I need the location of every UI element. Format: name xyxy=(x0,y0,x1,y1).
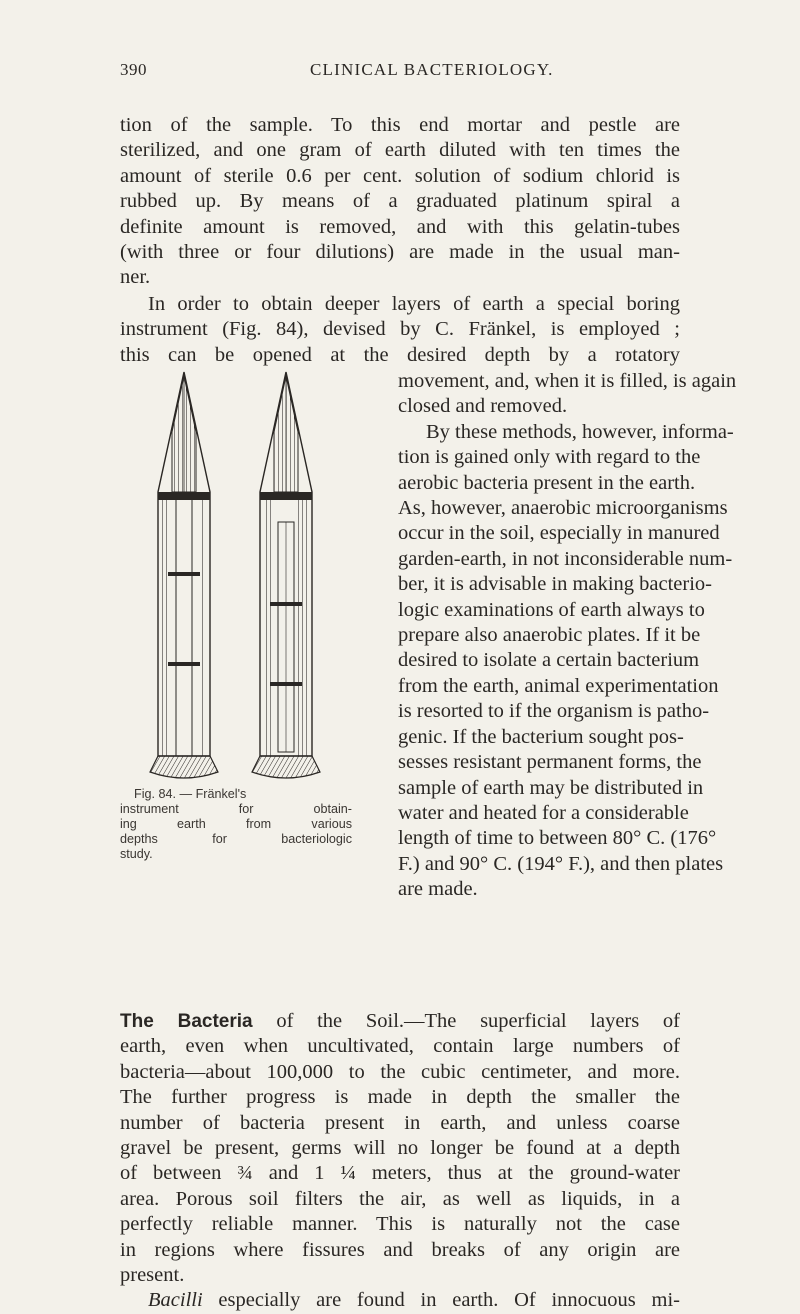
boring-instrument-illustration xyxy=(146,372,346,782)
text-line: desired to isolate a certain bacterium xyxy=(398,649,700,672)
caption-line: ing earth from various xyxy=(120,817,352,831)
text-line: In order to obtain deeper layers of earth a special boring xyxy=(148,293,680,315)
text-line: prepare also anaerobic plates. If it be xyxy=(398,624,701,647)
page-header xyxy=(120,60,680,90)
text-line: is resorted to if the organism is patho- xyxy=(398,700,710,723)
text-line: F.) and 90° C. (194° F.), and then plates xyxy=(398,852,724,875)
running-head: CLINICAL BACTERIOLOGY. xyxy=(310,60,554,79)
caption-line: instrument for obtain- xyxy=(120,802,352,816)
text-line: movement, and, when it is filled, is again xyxy=(398,370,737,392)
text-line: rubbed up. By means of a graduated platinum spiral a xyxy=(120,190,680,213)
text-line: from the earth, animal experimentation xyxy=(398,674,719,697)
text-line: sample of earth may be distributed in xyxy=(398,776,704,799)
text-line: tion is gained only with regard to the xyxy=(398,446,701,469)
wrapped-text-column xyxy=(398,369,737,903)
text-line: in regions where fissures and breaks of any origin are xyxy=(120,1238,680,1261)
caption-line: depths for bacteriologic xyxy=(120,832,352,846)
text-line: water and heated for a considerable xyxy=(398,801,689,824)
text-line: this can be opened at the desired depth by a rotatory xyxy=(120,343,680,366)
paragraph-sample-preparation xyxy=(120,113,680,291)
text-line: of between ¾ and 1 ¼ meters, thus at the ground-water xyxy=(120,1162,680,1185)
text-line: (with three or four dilutions) are made in the usual man- xyxy=(120,241,680,264)
text-line: sesses resistant permanent forms, the xyxy=(398,751,702,774)
page-number: 390 xyxy=(120,60,147,79)
text-line: closed and removed. xyxy=(398,395,568,418)
section-bacteria-of-the-soil xyxy=(120,1009,680,1314)
text-line: The further progress is made in depth the smaller the xyxy=(120,1086,680,1109)
text-line: ber, it is advisable in making bacterio- xyxy=(398,573,712,596)
text-line: number of bacteria present in earth, and unless coarse xyxy=(120,1111,680,1134)
text-line: earth, even when uncultivated, contain large numbers of xyxy=(120,1035,680,1058)
section-first-line-text: of the Soil.—The superficial layers of xyxy=(276,1010,681,1032)
italic-term: Bacilli xyxy=(148,1289,203,1312)
paragraph-boring-instrument xyxy=(120,292,680,368)
section-first-line xyxy=(120,1009,680,1034)
text-line: As, however, anaerobic microorganisms xyxy=(398,497,728,520)
text-line: aerobic bacteria present in the earth. xyxy=(398,471,696,494)
text-line: bacteria—about 100,000 to the cubic centimeter, and more. xyxy=(120,1060,680,1083)
instrument-closed xyxy=(150,372,218,778)
text-line: gravel be present, germs will no longer be found at a depth xyxy=(120,1137,680,1160)
instrument-open xyxy=(252,372,320,778)
text-line: occur in the soil, especially in manured xyxy=(398,522,720,545)
text-line: are made. xyxy=(398,878,478,901)
text-line: ner. xyxy=(120,266,151,289)
section-heading: The Bacteria xyxy=(120,1011,253,1032)
text-line: tion of the sample. To this end mortar and pestle are xyxy=(120,114,680,136)
text-line: genic. If the bacterium sought pos- xyxy=(398,725,684,748)
caption-label: Fig. 84. — Fränkel's xyxy=(134,787,247,801)
text-line: definite amount is removed, and with this gelatin-tubes xyxy=(120,215,680,238)
text-line: amount of sterile 0.6 per cent. solution of sodium chlorid is xyxy=(120,164,680,187)
figure-caption xyxy=(120,787,352,862)
text-line: present. xyxy=(120,1264,185,1287)
text-line: garden-earth, in not inconsiderable num- xyxy=(398,547,733,570)
figure-boring-instrument xyxy=(146,372,346,782)
text-line: By these methods, however, informa- xyxy=(426,420,734,443)
text-line: instrument (Fig. 84), devised by C. Fränkel, is employed ; xyxy=(120,318,680,341)
text-line: sterilized, and one gram of earth diluted with ten times the xyxy=(120,139,680,162)
text-line-rest: especially are found in earth. Of innocuous mi- xyxy=(202,1289,680,1312)
text-line: perfectly reliable manner. This is naturally not the case xyxy=(120,1213,680,1236)
text-line: logic examinations of earth always to xyxy=(398,598,705,621)
text-line: length of time to between 80° C. (176° xyxy=(398,827,717,850)
text-line xyxy=(120,1288,680,1313)
text-line: area. Porous soil filters the air, as well as liquids, in a xyxy=(120,1187,680,1210)
caption-line: study. xyxy=(120,847,153,861)
